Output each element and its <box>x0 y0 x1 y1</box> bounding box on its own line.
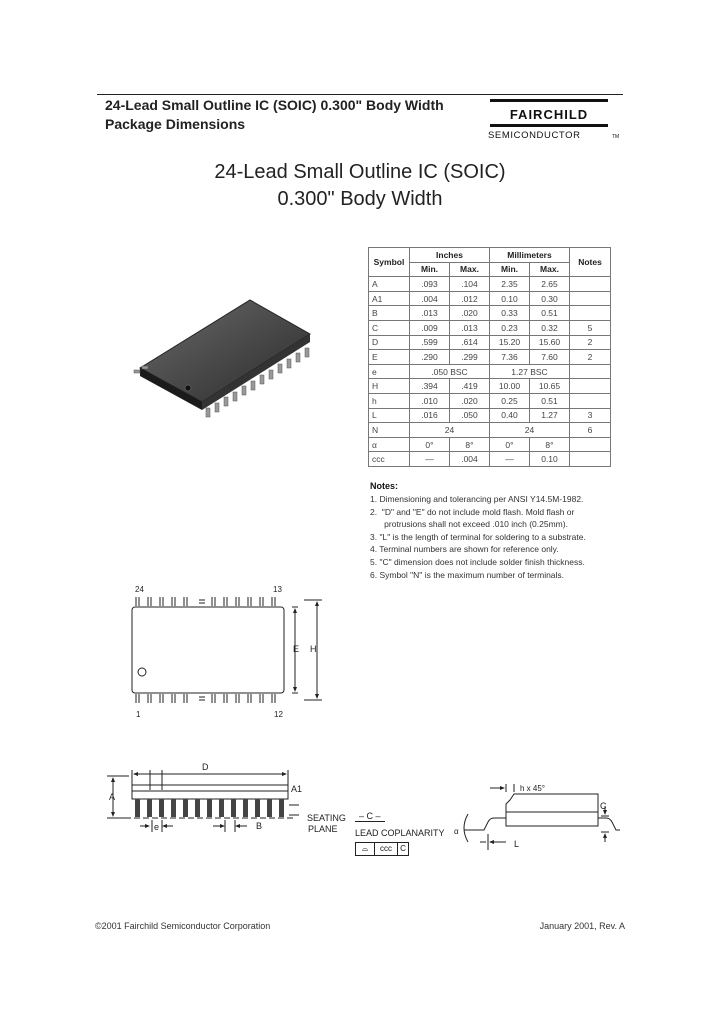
note-item: protrusions shall not exceed .010 inch (0.25mm). <box>370 519 568 530</box>
cell-symbol: L <box>369 408 410 423</box>
cell-mm-min: 2.35 <box>490 277 530 292</box>
end-view-drawing <box>450 778 620 868</box>
cell-in-max: .013 <box>450 320 490 335</box>
cell-symbol: B <box>369 306 410 321</box>
table-row <box>369 320 611 335</box>
table-row <box>369 437 611 452</box>
cell-note <box>570 306 611 321</box>
cell-mm-max: 2.65 <box>530 277 570 292</box>
feature-control-frame <box>355 842 409 856</box>
cell-mm-min: 0.10 <box>490 291 530 306</box>
cell-mm-max: 0.51 <box>530 393 570 408</box>
logo-name: FAIRCHILD <box>509 107 589 122</box>
seating-plane-label-2: PLANE <box>308 824 338 834</box>
dimension-table-body <box>369 277 611 467</box>
cell-inches: 24 <box>410 423 490 438</box>
cell-symbol: A <box>369 277 410 292</box>
cell-mm-min: 10.00 <box>490 379 530 394</box>
cell-symbol: e <box>369 364 410 379</box>
table-row <box>369 306 611 321</box>
pin-label-12: 12 <box>274 710 283 719</box>
cell-in-min: .009 <box>410 320 450 335</box>
cell-symbol: h <box>369 393 410 408</box>
table-row <box>369 335 611 350</box>
cell-note: 3 <box>570 408 611 423</box>
cell-in-min: .599 <box>410 335 450 350</box>
label-A: A <box>109 792 116 802</box>
cell-in-max: .020 <box>450 306 490 321</box>
cell-note <box>570 452 611 467</box>
page-title: 24-Lead Small Outline IC (SOIC) <box>214 161 506 183</box>
cell-in-min: .093 <box>410 277 450 292</box>
th-in-min: Min. <box>410 262 450 277</box>
fairchild-logo <box>490 99 608 102</box>
cell-note: 2 <box>570 335 611 350</box>
cell-mm-min: 0.25 <box>490 393 530 408</box>
table-row <box>369 291 611 306</box>
label-C: C <box>600 801 607 811</box>
pin-label-1: 1 <box>136 710 141 719</box>
flatness-icon: ⌓ <box>356 843 375 855</box>
cell-mm-max: 0.32 <box>530 320 570 335</box>
cell-mm-max: 7.60 <box>530 350 570 365</box>
label-alpha: α <box>454 827 459 836</box>
cell-inches: .050 BSC <box>410 364 490 379</box>
cell-in-min: .010 <box>410 393 450 408</box>
cell-note <box>570 291 611 306</box>
th-mm-max: Max. <box>530 262 570 277</box>
cell-note <box>570 277 611 292</box>
notes-title: Notes: <box>370 481 399 491</box>
cell-symbol: A1 <box>369 291 410 306</box>
footer-copyright: ©2001 Fairchild Semiconductor Corporation <box>95 921 271 931</box>
cell-in-max: .012 <box>450 291 490 306</box>
cell-mm-min: — <box>490 452 530 467</box>
label-D: D <box>202 762 209 772</box>
cell-in-max: .020 <box>450 393 490 408</box>
chamfer-label: h x 45° <box>520 784 545 793</box>
cell-in-min: .016 <box>410 408 450 423</box>
table-row <box>369 350 611 365</box>
cell-note <box>570 437 611 452</box>
package-3d-illustration <box>130 290 330 425</box>
cell-note: 2 <box>570 350 611 365</box>
cell-in-max: .050 <box>450 408 490 423</box>
cell-mm: 24 <box>490 423 570 438</box>
table-row <box>369 393 611 408</box>
cell-mm-min: 15.20 <box>490 335 530 350</box>
cell-mm: 1.27 BSC <box>490 364 570 379</box>
notes-list <box>370 493 586 581</box>
table-row <box>369 452 611 467</box>
cell-symbol: ccc <box>369 452 410 467</box>
cell-mm-max: 1.27 <box>530 408 570 423</box>
cell-in-max: .419 <box>450 379 490 394</box>
footer-revision: January 2001, Rev. A <box>539 921 625 931</box>
cell-in-max: .104 <box>450 277 490 292</box>
th-inches: Inches <box>410 248 490 263</box>
frame-c: C <box>400 844 406 853</box>
cell-symbol: H <box>369 379 410 394</box>
th-notes: Notes <box>570 248 611 277</box>
th-symbol: Symbol <box>369 248 410 277</box>
table-row <box>369 408 611 423</box>
cell-mm-min: 0.40 <box>490 408 530 423</box>
header-rule <box>97 94 623 95</box>
cell-mm-min: 7.36 <box>490 350 530 365</box>
note-item: 1. Dimensioning and tolerancing per ANSI Y14.5M-1982. <box>370 494 584 504</box>
cell-in-max: .004 <box>450 452 490 467</box>
cell-note <box>570 393 611 408</box>
cell-mm-max: 10.65 <box>530 379 570 394</box>
cell-in-min: .004 <box>410 291 450 306</box>
cell-note: 5 <box>570 320 611 335</box>
table-row <box>369 423 611 438</box>
note-item: 3. "L" is the length of terminal for soldering to a substrate. <box>370 531 586 542</box>
th-mm-min: Min. <box>490 262 530 277</box>
logo-trademark: TM <box>612 134 620 140</box>
cell-in-min: .013 <box>410 306 450 321</box>
cell-symbol: D <box>369 335 410 350</box>
cell-in-max: 8° <box>450 437 490 452</box>
cell-symbol: N <box>369 423 410 438</box>
label-H: H <box>310 644 317 654</box>
label-e: e <box>154 822 160 832</box>
page-subtitle: 0.300" Body Width <box>277 188 443 210</box>
label-B: B <box>256 821 263 831</box>
cell-in-min: 0° <box>410 437 450 452</box>
table-row <box>369 379 611 394</box>
datum-c: – C – <box>355 811 385 822</box>
logo-subtitle: SEMICONDUCTOR <box>488 130 581 141</box>
cell-mm-max: 0.10 <box>530 452 570 467</box>
lead-coplanarity-label: LEAD COPLANARITY <box>355 828 445 838</box>
seating-plane-label-1: SEATING <box>307 813 346 823</box>
cell-in-max: .299 <box>450 350 490 365</box>
th-mm: Millimeters <box>490 248 570 263</box>
label-A1: A1 <box>291 784 303 794</box>
cell-symbol: α <box>369 437 410 452</box>
label-L: L <box>514 839 520 849</box>
note-item: 5. "C" dimension does not include solder finish thickness. <box>370 556 585 567</box>
pin-label-24: 24 <box>135 585 144 594</box>
doc-header-title: 24-Lead Small Outline IC (SOIC) 0.300" Body Width <box>105 97 444 113</box>
label-E: E <box>293 644 300 654</box>
doc-header-subtitle: Package Dimensions <box>105 116 246 132</box>
cell-mm-min: 0.23 <box>490 320 530 335</box>
cell-symbol: C <box>369 320 410 335</box>
note-item: 6. Symbol "N" is the maximum number of terminals. <box>370 569 565 580</box>
top-view-drawing <box>120 580 340 725</box>
cell-in-max: .614 <box>450 335 490 350</box>
cell-in-min: — <box>410 452 450 467</box>
pin-label-13: 13 <box>273 585 282 594</box>
logo-rule <box>490 124 608 127</box>
side-view-drawing <box>95 760 315 865</box>
dimension-table <box>368 247 611 467</box>
cell-mm-max: 0.30 <box>530 291 570 306</box>
frame-ccc: ccc <box>375 843 398 855</box>
table-row <box>369 364 611 379</box>
cell-in-min: .290 <box>410 350 450 365</box>
cell-symbol: E <box>369 350 410 365</box>
cell-mm-max: 8° <box>530 437 570 452</box>
cell-mm-min: 0.33 <box>490 306 530 321</box>
cell-note <box>570 364 611 379</box>
table-row <box>369 277 611 292</box>
cell-mm-max: 0.51 <box>530 306 570 321</box>
cell-mm-min: 0° <box>490 437 530 452</box>
note-item: 4. Terminal numbers are shown for reference only. <box>370 544 559 555</box>
note-item: 2. "D" and "E" do not include mold flash. Mold flash or <box>370 506 575 517</box>
cell-note <box>570 379 611 394</box>
cell-in-min: .394 <box>410 379 450 394</box>
cell-mm-max: 15.60 <box>530 335 570 350</box>
cell-note: 6 <box>570 423 611 438</box>
th-in-max: Max. <box>450 262 490 277</box>
